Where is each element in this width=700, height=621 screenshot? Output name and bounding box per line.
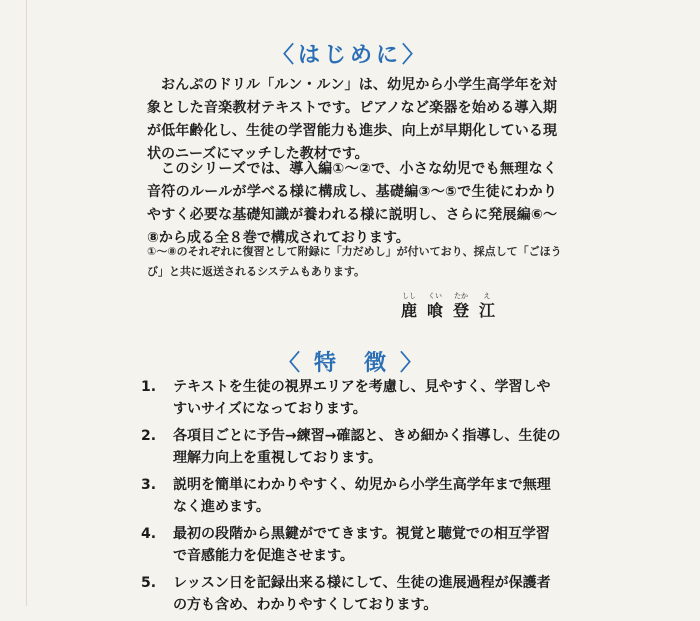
intro-paragraph-2: このシリーズでは、導入編①～②で、小さな幼児でも無理なく音符のルールが学べる様に構成し、基礎編③～⑤で生徒にわかりやすく必要な基礎知識が養われる様に説明し、さらに発展編⑥～⑧から成る全８巻で構成されております。 [147,161,557,246]
list-item [141,425,561,469]
author-ruby: しし [402,292,416,300]
intro-heading: 〈はじめに〉 [271,43,429,68]
features-heading-char: 徴 [364,351,387,376]
author-ruby: くい [428,292,442,300]
author-ruby: え [483,292,491,300]
author-char [475,292,499,321]
intro-paragraph-1: おんぷのドリル「ルン・ルン」は、幼児から小学生高学年を対象とした音楽教材テキストです。ピアノなど楽器を始める導入期が低年齢化し、生徒の学習能力も進歩、向上が早期化している現状のニーズにマッチした教材です。 [147,77,557,162]
author-char [423,292,447,321]
item-text: テキストを生徒の視界エリアを考慮し、見やすく、学習しやすいサイズになっております。 [173,379,551,417]
author-char [397,292,421,321]
features-list [141,376,561,621]
list-item [141,523,561,567]
item-number: 2. [141,428,157,444]
author-kanji: 登 [452,301,469,320]
item-number: 4. [141,526,157,542]
intro-note: ①～⑧のそれぞれに復習として附録に「力だめし」が付いており、採点して「ごほうび」と共に返送されるシステムもあります。 [147,245,562,278]
features-heading-char: 特 [313,351,336,376]
intro-heading-text: はじめに [297,43,402,68]
item-text: レッスン日を記録出来る様にして、生徒の進展過程が保護者の方も含め、わかりやすくしております。 [173,575,551,613]
item-text: 各項目ごとに予告→練習→確認と、きめ細かく指導し、生徒の理解力向上を重視しております。 [173,428,561,466]
author-ruby: たか [454,292,468,300]
list-item [141,572,561,616]
item-text: 説明を簡単にわかりやすく、幼児から小学生高学年まで無理なく進めます。 [173,477,551,515]
page-fold-line [26,0,27,606]
item-number: 1. [141,379,157,395]
list-item [141,376,561,420]
item-text: 最初の段階から黒鍵がでてきます。視覚と聴覚での相互学習で音感能力を促進させます。 [173,526,550,564]
author-kanji: 喰 [426,301,443,320]
author-char [449,292,473,321]
item-number: 3. [141,477,157,493]
features-heading: 〈 特 徴 〉 [0,346,700,377]
author-name [397,292,501,321]
author-kanji: 江 [478,301,495,320]
list-item [141,474,561,518]
author-kanji: 鹿 [400,301,417,320]
item-number: 5. [141,575,157,591]
